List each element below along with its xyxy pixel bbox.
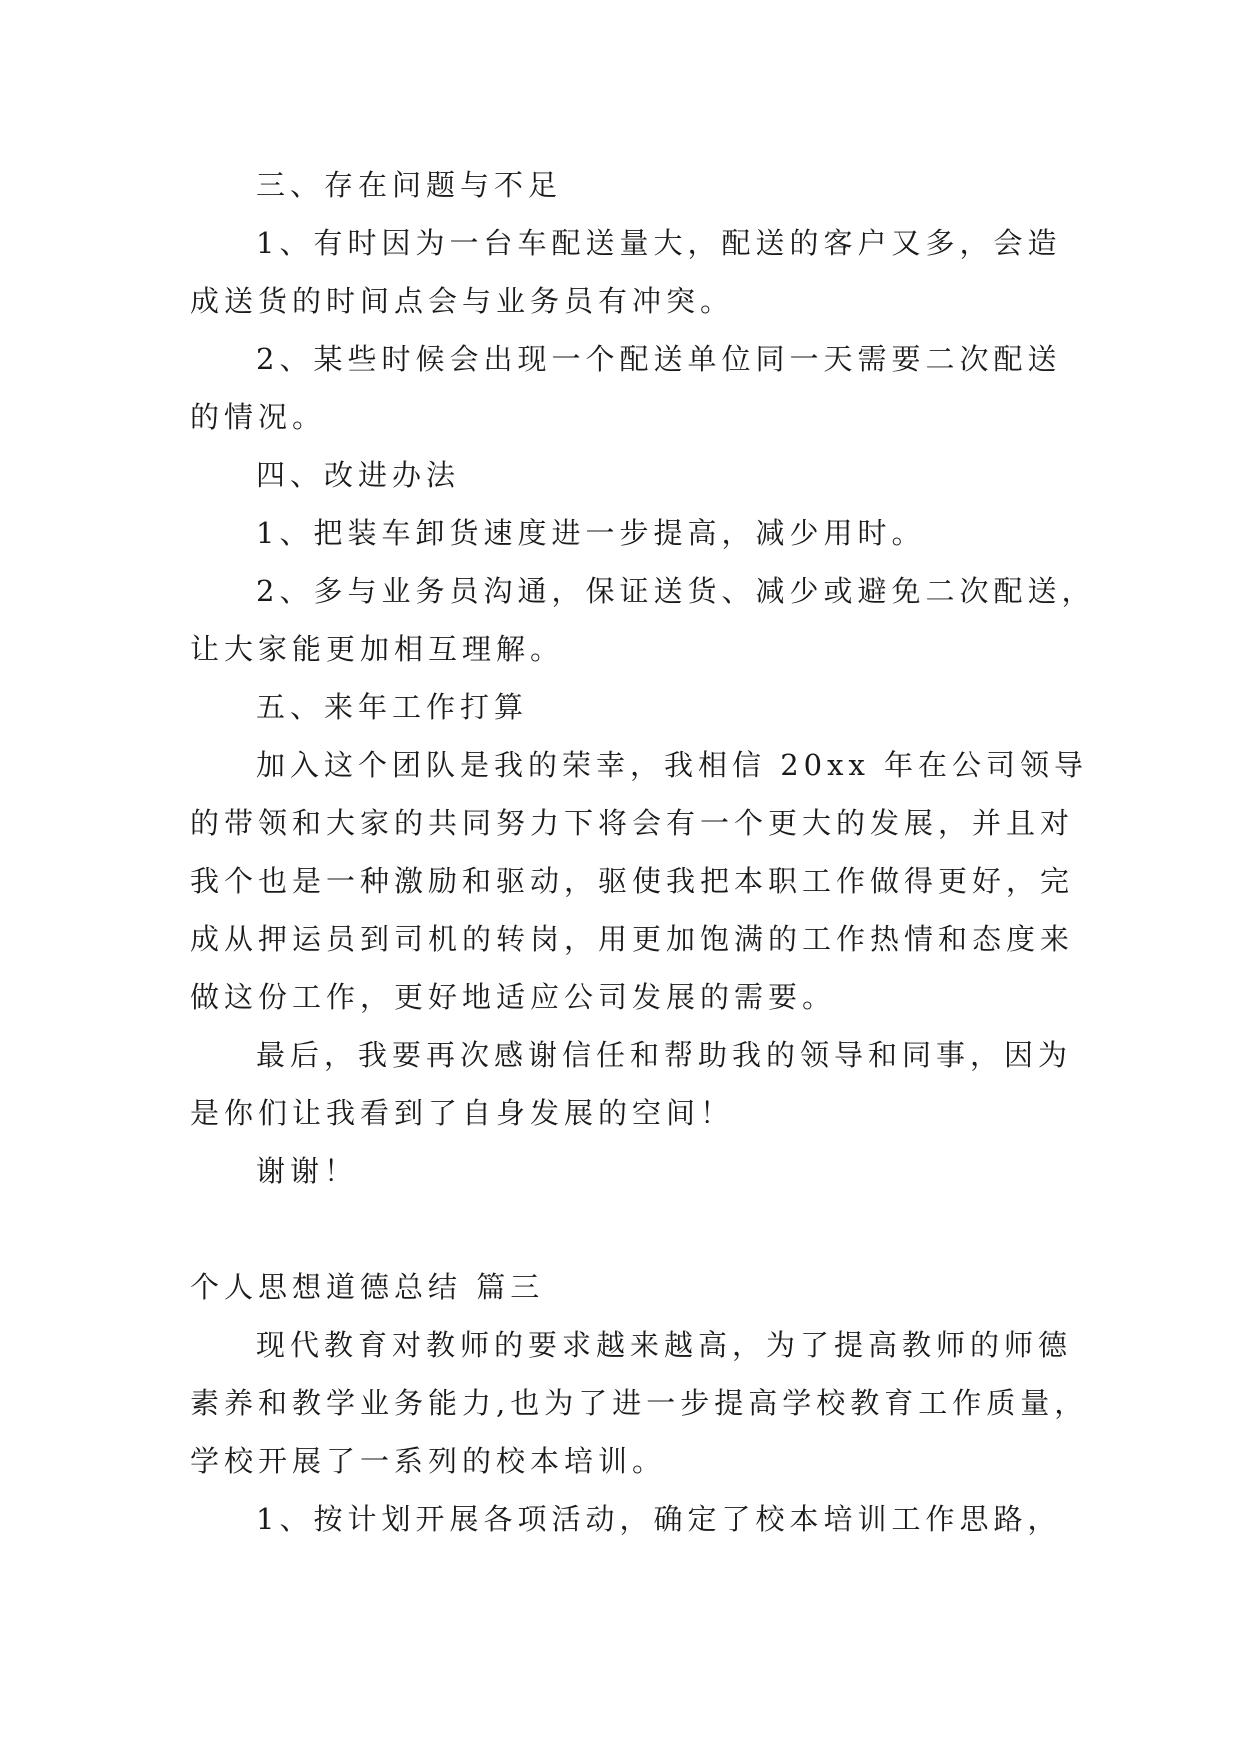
paragraph-line: 成送货的时间点会与业务员有冲突。 [190, 284, 735, 318]
paragraph-line: 我个也是一种激励和驱动，驱使我把本职工作做得更好，完 [190, 864, 1075, 898]
paragraph-line: 最后，我要再次感谢信任和帮助我的领导和同事，因为 [256, 1038, 1073, 1072]
paragraph-line: 成从押运员到司机的转岗，用更加饱满的工作热情和态度来 [190, 922, 1075, 956]
paragraph-line: 现代教育对教师的要求越来越高，为了提高教师的师德 [256, 1328, 1073, 1362]
paragraph-line: 素养和教学业务能力,也为了进一步提高学校教育工作质量， [190, 1386, 1089, 1420]
closing-thanks: 谢谢！ [256, 1154, 359, 1188]
paragraph-line: 是你们让我看到了自身发展的空间！ [190, 1096, 735, 1130]
section-heading-next-year-plan: 五、来年工作打算 [256, 690, 529, 724]
paragraph-line: 1、把装车卸货速度进一步提高，减少用时。 [256, 516, 926, 550]
paragraph-line: 2、多与业务员沟通，保证送货、减少或避免二次配送， [256, 574, 1096, 608]
paragraph-line: 加入这个团队是我的荣幸，我相信 20xx 年在公司领导 [256, 748, 1089, 782]
paragraph-line: 1、有时因为一台车配送量大，配送的客户又多，会造 [256, 226, 1062, 260]
article-title: 个人思想道德总结 篇三 [190, 1270, 545, 1304]
paragraph-line: 的情况。 [190, 400, 327, 434]
paragraph-line: 学校开展了一系列的校本培训。 [190, 1444, 667, 1478]
paragraph-line: 的带领和大家的共同努力下将会有一个更大的发展，并且对 [190, 806, 1075, 840]
paragraph-line: 2、某些时候会出现一个配送单位同一天需要二次配送 [256, 342, 1062, 376]
section-heading-problems: 三、存在问题与不足 [256, 168, 563, 202]
section-heading-improvements: 四、改进办法 [256, 458, 461, 492]
paragraph-line: 让大家能更加相互理解。 [190, 632, 565, 666]
paragraph-line: 做这份工作，更好地适应公司发展的需要。 [190, 980, 837, 1014]
paragraph-line: 1、按计划开展各项活动，确定了校本培训工作思路， [256, 1502, 1062, 1536]
